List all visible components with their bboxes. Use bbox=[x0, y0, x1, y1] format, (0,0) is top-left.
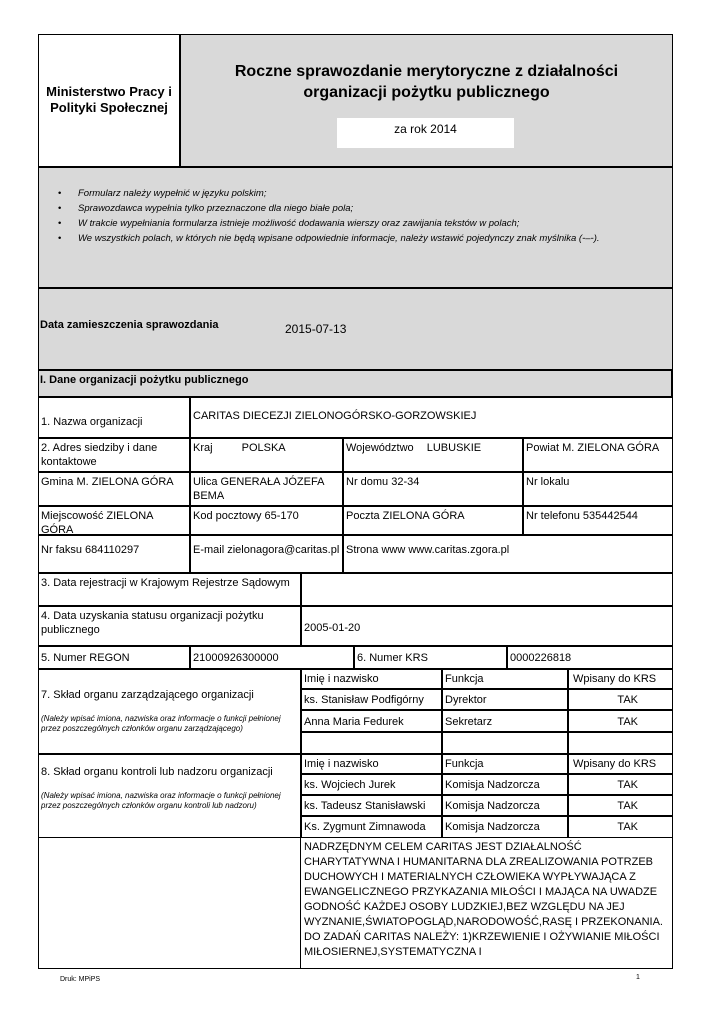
nr-domu-field[interactable]: Nr domu 32-34 bbox=[343, 472, 523, 506]
supervision-member-krs[interactable]: TAK bbox=[568, 816, 673, 838]
report-title bbox=[182, 61, 671, 103]
supervision-label-cell bbox=[38, 754, 301, 838]
supervision-col-name: Imię i nazwisko bbox=[301, 754, 442, 774]
regon-label: 5. Numer REGON bbox=[38, 646, 190, 669]
supervision-col-function: Funkcja bbox=[442, 754, 568, 774]
board-note: (Należy wpisać imiona, nazwiska oraz informacje o funkcji pełnionej przez poszczególnych członków organu zarządzającego) bbox=[41, 714, 281, 733]
supervision-member-name[interactable]: ks. Wojciech Jurek bbox=[301, 774, 442, 795]
www-field[interactable]: Strona www www.caritas.zgora.pl bbox=[343, 535, 673, 573]
wojewodztwo-label: Województwo bbox=[346, 442, 414, 454]
supervision-col-krs: Wpisany do KRS bbox=[568, 754, 673, 774]
board-member-krs[interactable]: TAK bbox=[568, 710, 673, 732]
faks-field[interactable]: Nr faksu 684110297 bbox=[38, 535, 190, 573]
goals-label-cell bbox=[38, 838, 301, 968]
krs-registration-label: 3. Data rejestracji w Krajowym Rejestrze Sądowym bbox=[38, 573, 301, 606]
miejscowosc-field[interactable]: Miejscowość ZIELONA GÓRA bbox=[38, 506, 190, 535]
board-member-name[interactable] bbox=[301, 732, 442, 754]
supervision-member-krs[interactable]: TAK bbox=[568, 795, 673, 816]
org-name-value[interactable]: CARITAS DIECEZJI ZIELONOGÓRSKO-GORZOWSKIEJ bbox=[190, 397, 673, 438]
telefon-field[interactable]: Nr telefonu 535442544 bbox=[523, 506, 673, 535]
krs-number-value[interactable]: 0000226818 bbox=[507, 646, 673, 669]
kraj-value: POLSKA bbox=[241, 442, 286, 454]
supervision-member-function[interactable]: Komisja Nadzorcza bbox=[442, 795, 568, 816]
page-number: 1 bbox=[636, 974, 640, 981]
powiat-field[interactable]: Powiat M. ZIELONA GÓRA bbox=[523, 438, 673, 472]
goals-text[interactable]: NADRZĘDNYM CELEM CARITAS JEST DZIAŁALNOŚĆ CHARYTATYWNA I HUMANITARNA DLA ZREALIZOWANIA POTRZEB DUCHOWYCH I MATERIALNYCH CZŁOWIEKA WYPŁYWAJĄCA Z EWANGELICZNEGO PRZYKAZANIA MIŁOŚCI I MAJĄCA NA UWADZE GODNOŚĆ KAŻDEJ OSOBY LUDZKIEJ,BEZ WZGLĘDU NA JEJ WYZNANIE,ŚWIATOPOGLĄD,NARODOWOŚĆ,RASĘ I PRZEKONANIA. DO ZADAŃ CARITAS NALEŻY: 1)KRZEWIENIE I OŻYWIANIE MIŁOŚCI MIŁOSIERNEJ,SYSTEMATYCZNA I bbox=[301, 838, 673, 968]
publication-date-label: Data zamieszczenia sprawozdania bbox=[40, 319, 219, 331]
board-member-function[interactable]: Sekretarz bbox=[442, 710, 568, 732]
board-label-cell bbox=[38, 669, 301, 754]
krs-registration-value[interactable] bbox=[301, 573, 673, 606]
instructions-list bbox=[40, 186, 670, 246]
status-date-value[interactable]: 2005-01-20 bbox=[301, 606, 673, 646]
supervision-note: (Należy wpisać imiona, nazwiska oraz informacje o funkcji pełnionej przez poszczególnych członków organu kontroli lub nadzoru) bbox=[41, 791, 281, 810]
email-field[interactable]: E-mail zielonagora@caritas.pl bbox=[190, 535, 343, 573]
footer-print-label: Druk: MPiPS bbox=[60, 976, 101, 983]
report-title-line1: Roczne sprawozdanie merytoryczne z działalności bbox=[234, 63, 619, 80]
board-member-function[interactable]: Dyrektor bbox=[442, 689, 568, 710]
krs-number-label: 6. Numer KRS bbox=[354, 646, 507, 669]
instruction-item: • W trakcie wypełniania formularza istnieje możliwość dodawania wierszy oraz zawijania tekstów w polach; bbox=[78, 216, 670, 231]
wojewodztwo-field[interactable] bbox=[343, 438, 523, 472]
instruction-item: • Formularz należy wypełnić w języku polskim; bbox=[78, 186, 670, 201]
board-col-name: Imię i nazwisko bbox=[301, 669, 442, 689]
poczta-field[interactable]: Poczta ZIELONA GÓRA bbox=[343, 506, 523, 535]
board-col-function: Funkcja bbox=[442, 669, 568, 689]
kod-pocztowy-field[interactable]: Kod pocztowy 65-170 bbox=[190, 506, 343, 535]
nr-lokalu-field[interactable]: Nr lokalu bbox=[523, 472, 673, 506]
board-col-krs: Wpisany do KRS bbox=[568, 669, 673, 689]
board-member-name[interactable]: Anna Maria Fedurek bbox=[301, 710, 442, 732]
supervision-member-name[interactable]: Ks. Zygmunt Zimnawoda bbox=[301, 816, 442, 838]
section1-title: I. Dane organizacji pożytku publicznego bbox=[40, 374, 249, 386]
year-field[interactable]: za rok 2014 bbox=[337, 118, 514, 148]
supervision-member-name[interactable]: ks. Tadeusz Stanisławski bbox=[301, 795, 442, 816]
board-member-krs[interactable]: TAK bbox=[568, 689, 673, 710]
report-title-line2: organizacji pożytku publicznego bbox=[303, 84, 550, 101]
kraj-label: Kraj bbox=[193, 442, 213, 454]
wojewodztwo-value: LUBUSKIE bbox=[426, 442, 482, 454]
gmina-field[interactable]: Gmina M. ZIELONA GÓRA bbox=[38, 472, 190, 506]
instruction-item: • Sprawozdawca wypełnia tylko przeznaczone dla niego białe pola; bbox=[78, 201, 670, 216]
address-label: 2. Adres siedziby i dane kontaktowe bbox=[38, 438, 190, 472]
ulica-field[interactable]: Ulica GENERAŁA JÓZEFA BEMA bbox=[190, 472, 343, 506]
status-date-label: 4. Data uzyskania statusu organizacji pożytku publicznego bbox=[38, 606, 301, 646]
instruction-item: • We wszystkich polach, w których nie będą wpisane odpowiednie informacje, należy wstawić pojedynczy znak myślnika (-–-). bbox=[78, 231, 670, 246]
ministry-name: Ministerstwo Pracy i Polityki Społecznej bbox=[46, 84, 172, 115]
supervision-member-function[interactable]: Komisja Nadzorcza bbox=[442, 774, 568, 795]
org-name-label: 1. Nazwa organizacji bbox=[38, 397, 190, 438]
publication-date-value[interactable]: 2015-07-13 bbox=[285, 322, 347, 336]
supervision-member-function[interactable]: Komisja Nadzorcza bbox=[442, 816, 568, 838]
board-member-function[interactable] bbox=[442, 732, 568, 754]
board-member-name[interactable]: ks. Stanisław Podfigórny bbox=[301, 689, 442, 710]
supervision-label: 8. Skład organu kontroli lub nadzoru organizacji bbox=[41, 766, 273, 778]
board-label: 7. Skład organu zarządzającego organizacji bbox=[41, 689, 254, 701]
supervision-member-krs[interactable]: TAK bbox=[568, 774, 673, 795]
footer-rule bbox=[38, 968, 673, 969]
kraj-field[interactable] bbox=[190, 438, 343, 472]
board-member-krs[interactable] bbox=[568, 732, 673, 754]
regon-value[interactable]: 21000926300000 bbox=[190, 646, 354, 669]
